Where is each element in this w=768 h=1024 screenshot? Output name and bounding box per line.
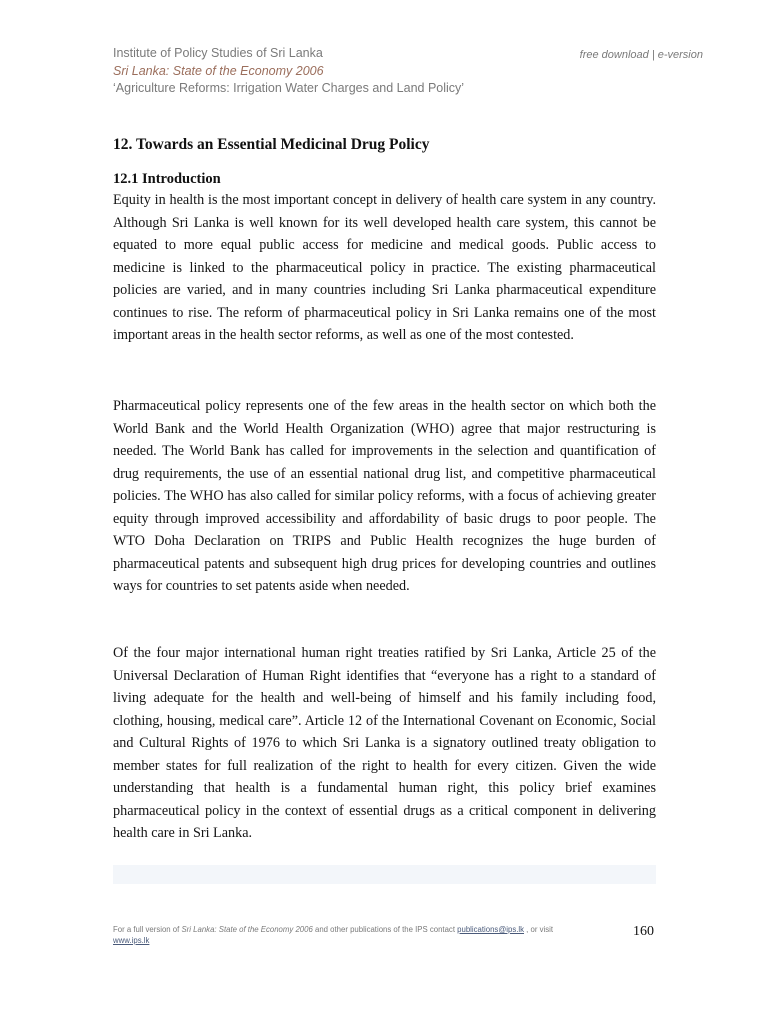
header-publication: Sri Lanka: State of the Economy 2006 — [113, 63, 324, 78]
header-org: Institute of Policy Studies of Sri Lanka — [113, 46, 323, 60]
decorative-band — [113, 865, 656, 884]
paragraph: Pharmaceutical policy represents one of the few areas in the health sector on which both the World Bank and the World Health Organization (WHO) agree that major restructuring is needed. The World Bank has called for improvements in the selection and quantification of drug requirements, the use of an essential national drug list, and competitive pharmaceutical policies. The WHO has also called for similar policy reforms, with a focus of achieving greater equity through improved accessibility and affordability of basic drugs to poor people. The WTO Doha Declaration on TRIPS and Public Health recognizes the huge burden of pharmaceutical patents and subsequent high drug prices for developing countries and outlines ways for countries to set patents aside when needed. — [113, 398, 656, 594]
header-chapter: ‘Agriculture Reforms: Irrigation Water Charges and Land Policy’ — [113, 81, 465, 95]
chapter-title: 12. Towards an Essential Medicinal Drug Policy — [113, 136, 430, 153]
footer-email-link[interactable]: publications@ips.lk — [457, 925, 525, 934]
footer-website-link[interactable]: www.ips.lk — [113, 936, 150, 945]
download-label: free download | e-version — [579, 49, 703, 61]
section-heading: 12.1 Introduction — [113, 171, 221, 187]
footer-middle: and other publications of the IPS contact — [312, 925, 458, 934]
footer-publication: Sri Lanka: State of the Economy 2006 — [181, 925, 313, 934]
footer-or-visit: , or visit — [524, 925, 554, 934]
paragraph: Of the four major international human right treaties ratified by Sri Lanka, Article 25 of the Universal Declaration of Human Right identifies that “everyone has a right to a standard of living adequate for the health and well-being of himself and his family including food, clothing, housing, medical care”. Article 12 of the International Covenant on Economic, Social and Cultural Rights of 1976 to which Sri Lanka is a signatory outlined treaty obligation to member states for full realization of the right to health for every citizen. Given the wide understanding that health is a fundamental human right, this policy brief examines pharmaceutical policy in the context of essential drugs as a critical component in delivering health care in Sri Lanka. — [113, 645, 656, 841]
running-header — [113, 45, 703, 98]
paragraph: Equity in health is the most important concept in delivery of health care system in any country. Although Sri Lanka is well known for its well developed health care system, this cannot be equated to more equal public access for medicine and medical goods. Public access to medicine is linked to the pharmaceutical policy in practice. The existing pharmaceutical policies are varied, and in many countries including Sri Lanka pharmaceutical expenditure continues to rise. The reform of pharmaceutical policy in Sri Lanka remains one of the most important areas in the health sector reforms, as well as one of the most contested. — [113, 192, 656, 343]
footer-prefix: For a full version of — [113, 925, 182, 934]
footer-note — [113, 924, 633, 946]
page-number: 160 — [633, 924, 654, 939]
